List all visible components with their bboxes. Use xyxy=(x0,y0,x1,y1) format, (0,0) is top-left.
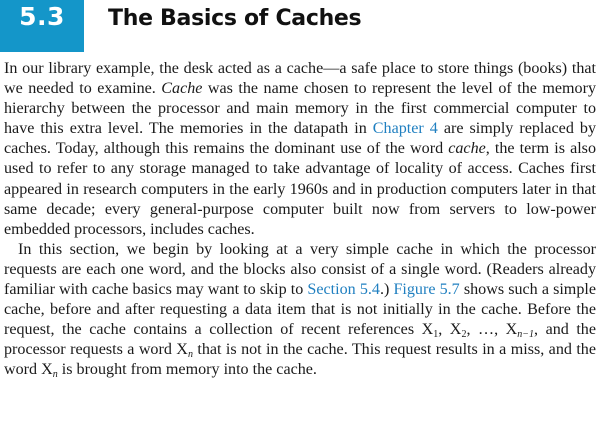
p1-text-2: was the name chosen to represent the level of the memory hierarchy between the processor and main memory in the first commercial computer to have this extra level. The memories in the datapath in xyxy=(4,80,597,138)
p1-cache-term: Cache xyxy=(161,80,203,98)
p2-text-3: shows such a simple cache, before and after requesting a data item that is not initially in the cache. Before the request, the cache contains a collection of recent references X xyxy=(4,281,596,339)
p1-text-3: are simply replaced by caches. Today, although this remains the dominant use of the word xyxy=(4,120,596,158)
section-number-badge xyxy=(0,0,84,52)
p2-text-6: , and the processor requests a word X xyxy=(4,321,597,359)
p1-cache-term-2: cache xyxy=(448,140,486,158)
section-title: The Basics of Caches xyxy=(108,6,362,31)
p2-text-4: , X xyxy=(438,321,462,339)
paragraph-1 xyxy=(4,59,596,240)
p2-text-1: In this section, we begin by looking at a very simple cache in which the processor requests are each one word, and the blocks also consist of a single word. (Readers already familiar with cache basics may want to skip to xyxy=(4,240,596,299)
figure-5-7-link[interactable]: Figure 5.7 xyxy=(393,281,460,299)
p2-text-8: is brought from memory into the cache. xyxy=(57,361,317,379)
section-5-4-link[interactable]: Section 5.4 xyxy=(307,281,380,299)
section-number: 5.3 xyxy=(19,2,65,31)
subscript-1: 1 xyxy=(433,329,439,341)
subscript-n-minus-1 xyxy=(517,329,534,340)
body-text xyxy=(4,59,596,381)
p1-text-1: In our library example, the desk acted as a cache—a safe place to store things (books) that we needed to examine. xyxy=(4,60,596,98)
paragraph-2 xyxy=(4,240,596,381)
chapter-4-link[interactable]: Chapter 4 xyxy=(372,120,438,138)
subscript-2: 2 xyxy=(461,329,467,341)
section-header xyxy=(0,0,602,52)
p2-text-2: .) xyxy=(379,281,394,299)
p1-text-4: , the term is also used to refer to any storage managed to take advantage of locality of access. Caches first appeared in research computers in the early 1960s and in production computers later in that same decade; every general-purpose computer built now from servers to low-power embedded processors, includes caches. xyxy=(4,140,596,238)
subscript-n-2-text: n xyxy=(52,369,58,381)
p2-text-5: , …, X xyxy=(466,321,518,339)
subscript-n-text: n xyxy=(187,349,193,361)
subscript-n-minus-1-text: n−1 xyxy=(517,329,535,341)
p2-text-7: that is not in the cache. This request results in a miss, and the word X xyxy=(4,341,596,379)
